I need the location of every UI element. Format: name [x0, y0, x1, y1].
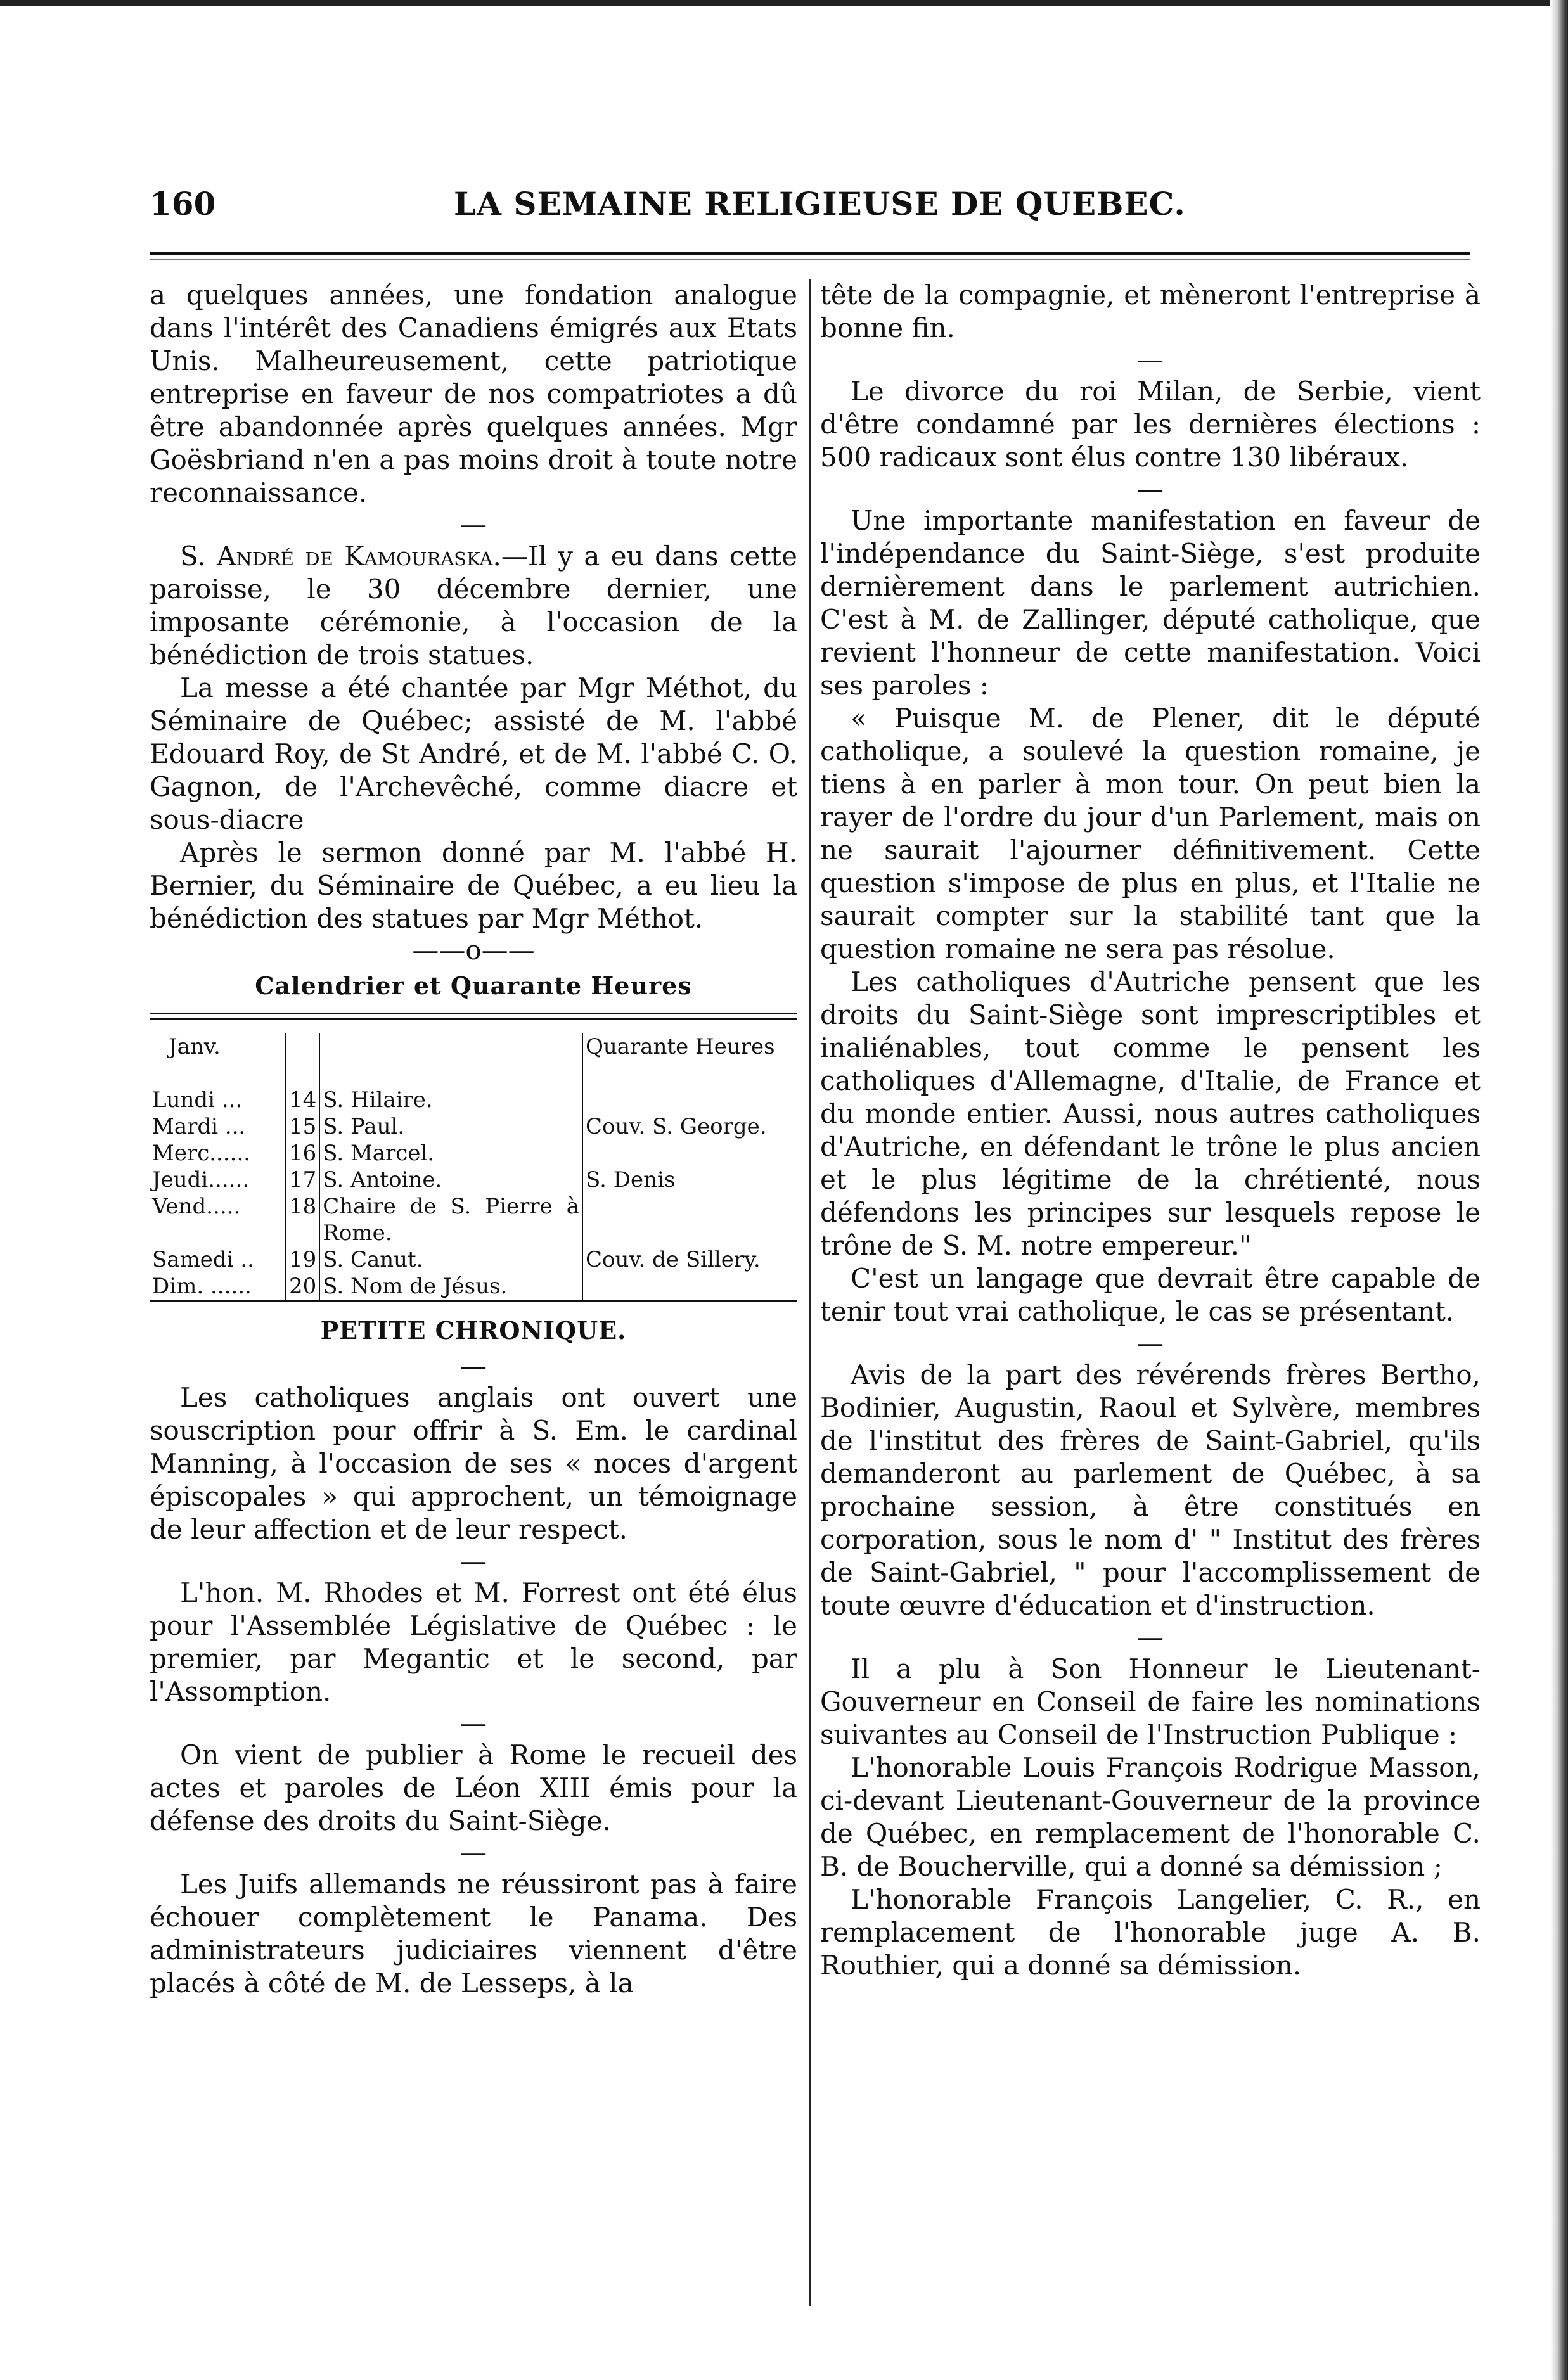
- calendar-table: [150, 1033, 797, 1300]
- running-title: LA SEMAINE RELIGIEUSE DE QUEBEC.: [454, 185, 1186, 222]
- paragraph: L'honorable François Langelier, C. R., en remplacement de l'honorable juge A. B. Routhier, qui a donné sa démission.: [820, 1884, 1481, 1981]
- separator: ——o——: [412, 935, 535, 966]
- separator: —: [460, 1837, 487, 1868]
- table-row: Mardi ... 15 S. Paul. Couv. S. George.: [152, 1114, 767, 1139]
- paragraph: Avis de la part des révérends frères Bertho, Bodinier, Augustin, Raoul et Sylvère, membres de l'institut des frères de Saint-Gabriel, qu'ils demanderont au parlement de Québec, à sa prochaine session, à être constitués en corporation, sous le nom d' " Institut des frères de Saint-Gabriel, " pour l'accomplissement de toute œuvre d'éducation et d'instruction.: [820, 1359, 1481, 1621]
- table-row: Lundi ... 14 S. Hilaire.: [150, 1087, 797, 1113]
- paragraph: [150, 540, 797, 672]
- paragraph: Il a plu à Son Honneur le Lieutenant-Gouverneur en Conseil de faire les nominations suivantes au Conseil de l'Instruction Publique :: [820, 1653, 1481, 1750]
- separator: —: [1137, 1622, 1164, 1653]
- right-column: [820, 279, 1481, 1982]
- table-row: Jeudi...... 17 S. Antoine. S. Denis: [152, 1167, 676, 1193]
- calendar-title: Calendrier et Quarante Heures: [255, 971, 692, 1000]
- separator: —: [1137, 473, 1164, 504]
- paragraph-body: —Il y a eu dans cette paroisse, le 30 décembre dernier, une imposante cérémonie, à l'occasion de la bénédiction de trois statues.: [150, 541, 798, 670]
- calendar-bottom-rule: [150, 1300, 797, 1302]
- left-column: [150, 279, 797, 2000]
- calendar-month: Janv.: [169, 1034, 221, 1059]
- paragraph: Les catholiques d'Autriche pensent que les droits du Saint-Siège sont imprescriptibles et inaliénables, tout comme le pensent les catholiques d'Allemagne, d'Italie, de France et du monde entier. Aussi, nous autres catholiques d'Autriche, en défendant le trône le plus ancien et le plus légitime de la chrétienté, nous défendons les principes sur lesquels repose le trône de S. M. notre empereur.": [820, 966, 1481, 1261]
- paragraph: « Puisque M. de Plener, dit le député catholique, a soulevé la question romaine, je tiens à en parler à mon tour. On peut bien la rayer de l'ordre du jour d'un Parlement, mais on ne saurait l'ajourner définitivement. Cette question s'impose de plus en plus, et l'Italie ne saurait compter sur la stabilité tant que la question romaine ne sera pas résolue.: [820, 703, 1481, 964]
- paragraph: Les Juifs allemands ne réussiront pas à faire échouer complètement le Panama. Des administrateurs judiciaires viennent d'être placés à côté de M. de Lesseps, à la: [150, 1869, 797, 1999]
- table-row: Merc...... 16 S. Marcel.: [150, 1140, 797, 1167]
- page-edge-shadow: [1550, 0, 1568, 2380]
- calendar-header-row: [150, 1033, 797, 1060]
- calendar-qh-header: Quarante Heures: [586, 1034, 775, 1059]
- paragraph: tête de la compagnie, et mèneront l'entreprise à bonne fin.: [820, 279, 1481, 343]
- calendar-table-wrap: [150, 1013, 797, 1300]
- separator: —: [460, 1545, 487, 1577]
- section-title: PETITE CHRONIQUE.: [320, 1316, 627, 1345]
- paragraph: Après le sermon donné par M. l'abbé H. Bernier, du Séminaire de Québec, a eu lieu la bénédiction des statues par Mgr Méthot.: [150, 837, 797, 934]
- separator: —: [1137, 1328, 1164, 1359]
- table-row: Dim. ...... 20 S. Nom de Jésus.: [150, 1273, 797, 1300]
- separator: —: [460, 1708, 487, 1739]
- paragraph: L'hon. M. Rhodes et M. Forrest ont été élus pour l'Assemblée Législative de Québec : le premier, par Megantic et le second, par l'Assomption.: [150, 1577, 797, 1707]
- page-header: [150, 185, 1468, 236]
- paragraph: Les catholiques anglais ont ouvert une souscription pour offrir à S. Em. le cardinal Manning, à l'occasion de ses « noces d'argent épiscopales » qui approchent, un témoignage de leur affection et de leur respect.: [150, 1382, 797, 1545]
- paragraph: La messe a été chantée par Mgr Méthot, du Séminaire de Québec; assisté de M. l'abbé Edouard Roy, de St André, et de M. l'abbé C. O. Gagnon, de l'Archevêché, comme diacre et sous-diacre: [150, 672, 797, 835]
- column-divider: [809, 279, 811, 2306]
- header-rule-thin: [150, 259, 1470, 260]
- table-row: Samedi .. 19 S. Canut. Couv. de Sillery.: [152, 1247, 761, 1272]
- paragraph: C'est un langage que devrait être capable de tenir tout vrai catholique, le cas se présentant.: [820, 1263, 1481, 1327]
- separator: —: [460, 1350, 487, 1381]
- separator: —: [1137, 344, 1164, 375]
- paragraph: L'honorable Louis François Rodrigue Masson, ci-devant Lieutenant-Gouverneur de la province de Québec, en remplacement de l'honorable C. B. de Boucherville, qui a donné sa démission ;: [820, 1752, 1481, 1882]
- paragraph: On vient de publier à Rome le recueil des actes et paroles de Léon XIII émis pour la défense des droits du Saint-Siège.: [150, 1739, 797, 1836]
- paragraph: Le divorce du roi Milan, de Serbie, vient d'être condamné par les dernières élections : 500 radicaux sont élus contre 130 libéraux.: [820, 376, 1481, 473]
- page-number: 160: [150, 185, 216, 222]
- separator: —: [460, 509, 487, 540]
- paragraph: Une importante manifestation en faveur de l'indépendance du Saint-Siège, s'est produite dernièrement dans le parlement autrichien. C'est à M. de Zallinger, député catholique, que revient l'honneur de cette manifestation. Voici ses paroles :: [820, 505, 1481, 701]
- header-rule: [150, 252, 1470, 255]
- table-row: Vend..... 18 Chaire de S. Pierre à Rome.: [150, 1193, 797, 1246]
- paragraph: a quelques années, une fondation analogue dans l'intérêt des Canadiens émigrés aux Etats Unis. Malheureusement, cette patriotique entreprise en faveur de nos compatriotes a dû être abandonnée après quelques années. Mgr Goësbriand n'en a pas moins droit à toute notre reconnaissance.: [150, 279, 797, 508]
- top-border: [0, 0, 1568, 6]
- paragraph-heading: S. André de Kamouraska.: [180, 541, 501, 572]
